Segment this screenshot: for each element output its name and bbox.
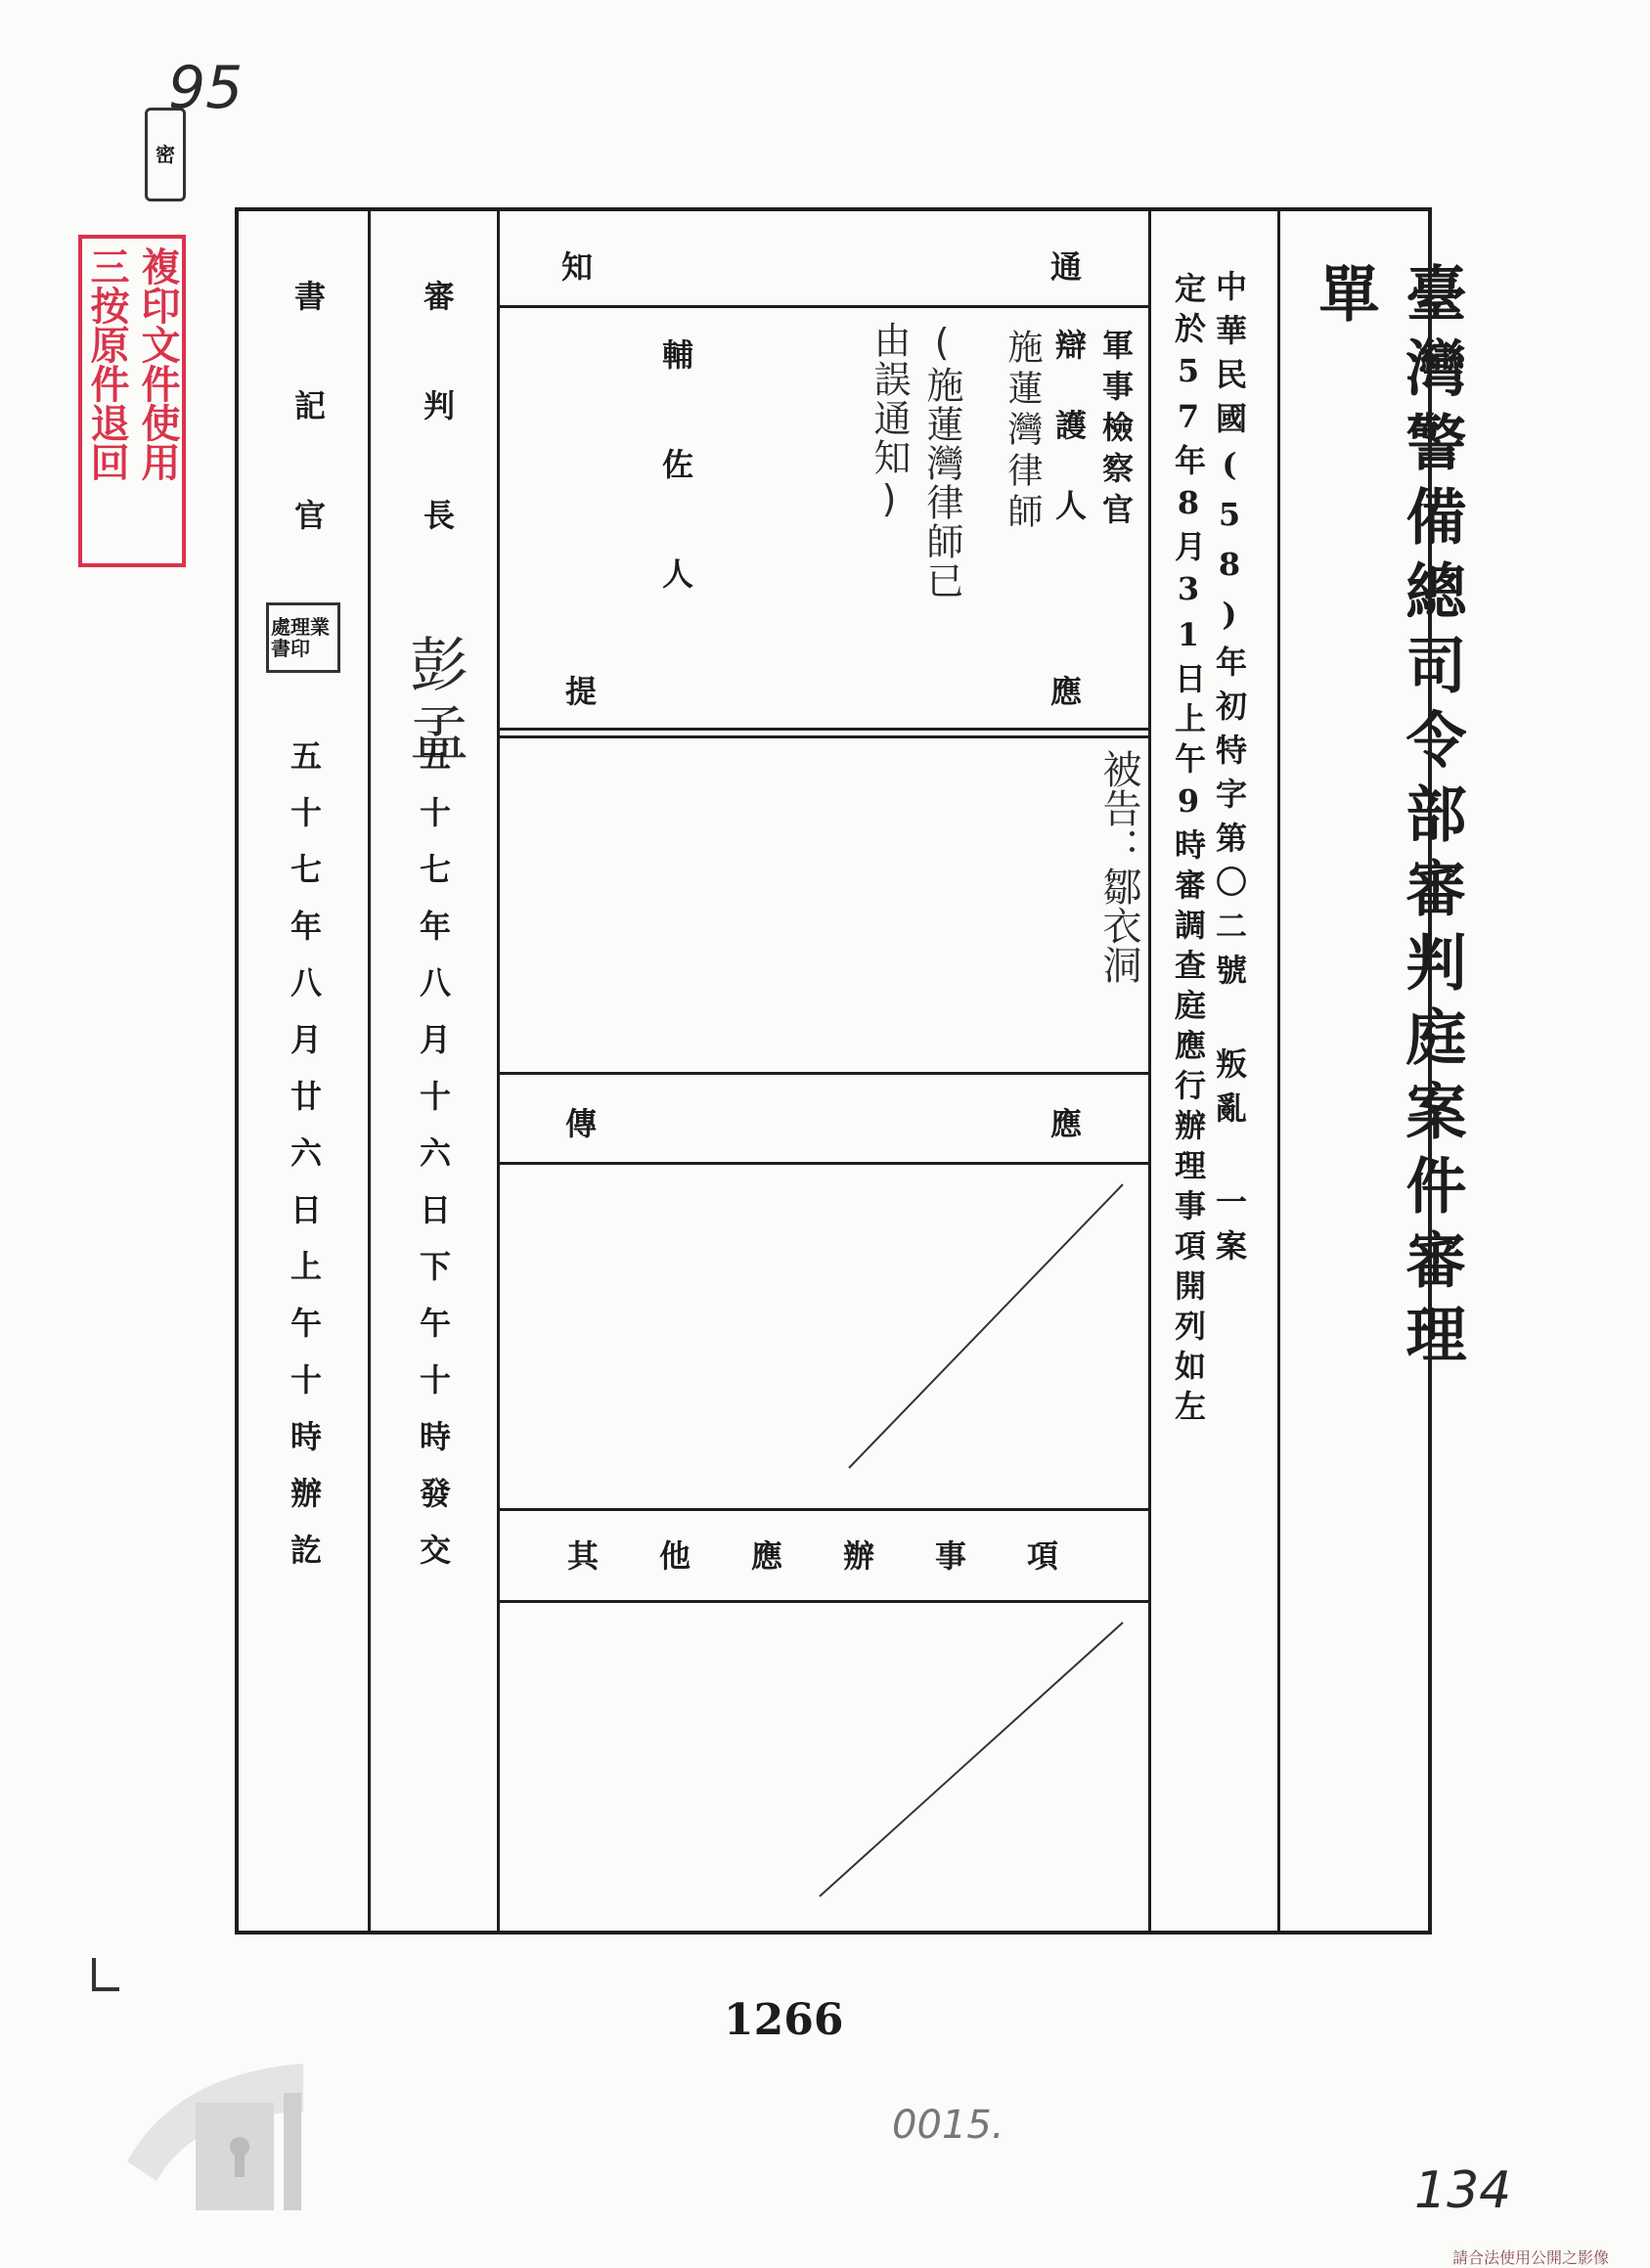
schedule-line: 定於57年8月31日上午9時審調查庭應行辦理事項開列如左 xyxy=(1170,272,1207,1430)
defendant-note: 被告：鄒衣洞 xyxy=(1096,749,1141,984)
footer-watermark: 請合法使用公開之影像 xyxy=(1452,2248,1610,2267)
summon-strike-line xyxy=(497,1165,1148,1507)
reproduction-stamp xyxy=(78,235,186,567)
handwritten-note: (施蓮灣律師已由誤通知) xyxy=(868,321,963,600)
summon-label-left: 傳 xyxy=(565,1105,598,1142)
judge-title: 審判長 xyxy=(419,280,456,608)
stamp-line-1: 複印文件使用 xyxy=(135,246,181,481)
page-number: 1266 xyxy=(724,1995,844,2045)
stamp-line-2: 三按原件退回 xyxy=(84,246,130,481)
bring-label-left: 提 xyxy=(565,673,598,710)
notify-header-right: 通 xyxy=(1050,248,1083,286)
clerk-title: 書記官 xyxy=(290,280,327,608)
other-strike-line xyxy=(497,1603,1148,1935)
archive-book-icon xyxy=(117,2054,313,2220)
summon-label-right: 應 xyxy=(1050,1105,1083,1142)
notify-item-defender: 辯護人 xyxy=(1050,329,1088,569)
corner-bracket xyxy=(92,1958,119,1991)
assistant-label: 輔佐人 xyxy=(657,338,694,667)
bring-label-right: 應 xyxy=(1050,673,1083,710)
notify-item-prosecutor: 軍事檢察官 xyxy=(1097,329,1135,534)
notify-header-left: 知 xyxy=(561,248,594,286)
case-review-form xyxy=(235,207,1467,1934)
bottom-handwritten-number: 0015. xyxy=(892,2103,1004,2148)
case-line: 中華民國(58)年初特字第〇二號 叛亂 一案 xyxy=(1211,270,1248,1273)
judge-date: 五十七年八月十六日下午十時發交 xyxy=(415,739,452,1590)
confidential-stamp: 密 xyxy=(145,108,186,201)
clerk-seal: 處理業書印 xyxy=(266,602,340,673)
form-title: 臺灣警備總司令部審判庭案件審理單 xyxy=(1309,262,1467,1377)
judge-signature: 彭孟 xyxy=(410,632,468,769)
top-left-number: 95 xyxy=(168,54,244,122)
bottom-right-number: 134 xyxy=(1414,2161,1512,2220)
clerk-date: 五十七年八月廿六日上午十時辦訖 xyxy=(286,739,323,1590)
other-items-label: 其他應辦事項 xyxy=(566,1537,1119,1575)
notify-item-lawyer: 施蓮灣律師 xyxy=(1003,329,1043,534)
